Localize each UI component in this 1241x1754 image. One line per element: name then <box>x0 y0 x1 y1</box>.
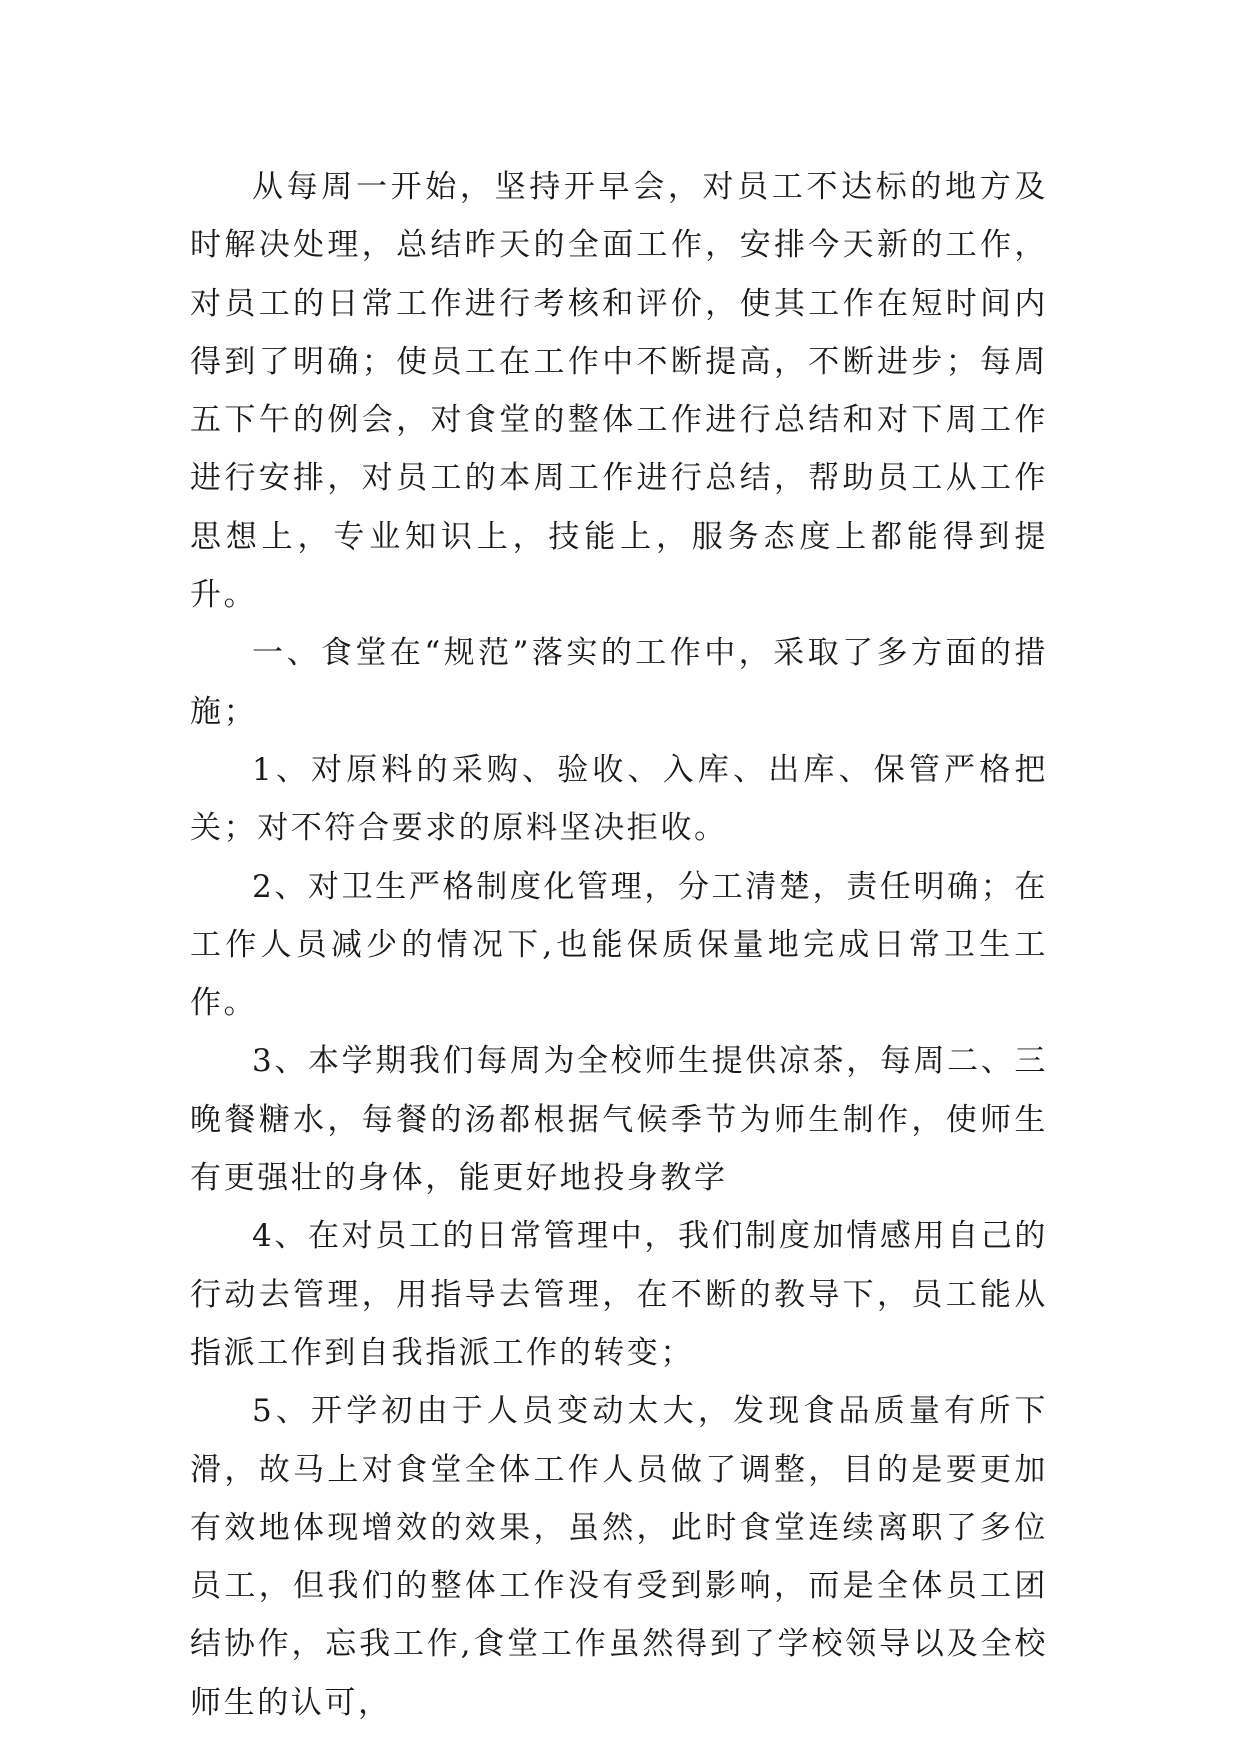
paragraph-item-4: 4、在对员工的日常管理中，我们制度加情感用自己的行动去管理，用指导去管理，在不断的教导下，员工能从指派工作到自我指派工作的转变； <box>190 1218 1048 1371</box>
paragraph-section-heading: 一、食堂在“规范”落实的工作中，采取了多方面的措施； <box>190 635 1048 730</box>
document-body <box>190 158 1048 1732</box>
paragraph-item-3: 3、本学期我们每周为全校师生提供凉茶，每周二、三晚餐糖水，每餐的汤都根据气候季节为师生制作，使师生有更强壮的身体，能更好地投身教学 <box>190 1043 1048 1197</box>
paragraph-item-5: 5、开学初由于人员变动太大，发现食品质量有所下滑，故马上对食堂全体工作人员做了调整，目的是要更加有效地体现增效的效果，虽然，此时食堂连续离职了多位员工，但我们的整体工作没有受到影响，而是全体员工团结协作，忘我工作,食堂工作虽然得到了学校领导以及全校师生的认可， <box>190 1393 1048 1721</box>
paragraph-item-1: 1、对原料的采购、验收、入库、出库、保管严格把关；对不符合要求的原料坚决拒收。 <box>190 751 1048 847</box>
paragraph-morning-meeting: 从每周一开始，坚持开早会，对员工不达标的地方及时解决处理，总结昨天的全面工作，安排今天新的工作，对员工的日常工作进行考核和评价，使其工作在短时间内得到了明确；使员工在工作中不断提高，不断进步；每周五下午的例会，对食堂的整体工作进行总结和对下周工作进行安排，对员工的本周工作进行总结，帮助员工从工作思想上，专业知识上，技能上，服务态度上都能得到提升。 <box>190 169 1048 614</box>
paragraph-item-2: 2、对卫生严格制度化管理，分工清楚，责任明确；在工作人员减少的情况下,也能保质保量地完成日常卫生工作。 <box>190 868 1048 1022</box>
